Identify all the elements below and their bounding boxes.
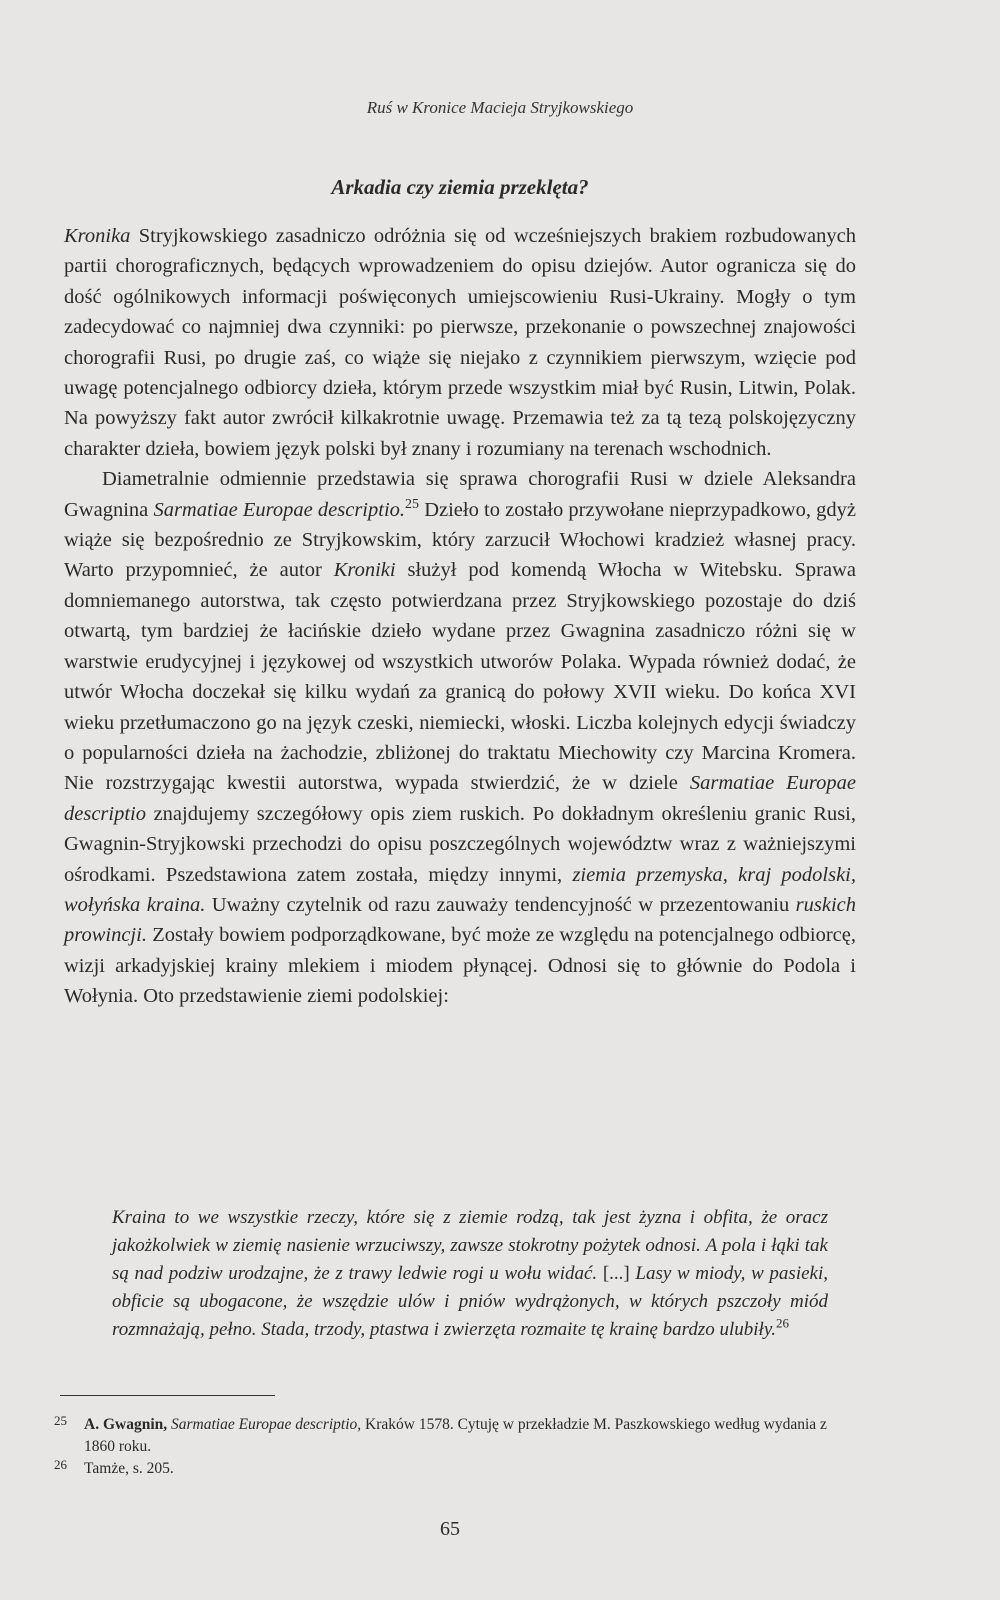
- paragraph-2-part: Dzieło to zostało przywołane nieprzypadkowo, gdyż wiąże się bezpośrednio ze Stryjkowskim, który zarzucił Włochowi kradzież własnej pracy. Warto przypomnieć, że autor: [64, 498, 856, 582]
- paragraph-2: [64, 464, 856, 1011]
- footnote-text: Kraków 1578. Cytuję w przekładzie M. Paszkowskiego według wydania z 1860 roku.: [84, 1416, 827, 1455]
- paragraph-2-part: znajdujemy szczegółowy opis ziem ruskich. Po dokładnym określeniu granic Rusi, Gwagnin-Stryjkowski przechodzi do opisu poszczególnych województw wraz z ważniejszymi ośrodkami. Pszedstawiona zatem została, między innymi,: [64, 802, 856, 886]
- running-head: Ruś w Kronice Macieja Stryjkowskiego: [366, 98, 634, 117]
- quote-part: Kraina to we wszystkie rzeczy, które się z ziemie rodzą, tak jest żyzna i obfita, że oracz jakożkolwiek w ziemię nasienie wrzuciwszy, zawsze stokrotny pożytek odnosi. A pola i łąki tak są nad podziw urodzajne, że z trawy ledwie rogi u wołu widać.: [112, 1207, 828, 1284]
- paragraph-2-part: Uważny czytelnik od razu zauważy tendencyjność w przezentowaniu: [205, 893, 796, 916]
- footnote-title: Sarmatiae Europae descriptio,: [167, 1416, 362, 1433]
- footnote-author: A. Gwagnin,: [84, 1416, 168, 1433]
- block-quote: [112, 1204, 828, 1344]
- footnote-25: [54, 1414, 854, 1458]
- footnote-number: 25: [54, 1413, 67, 1428]
- paragraph-2-part: ruskich prowincji.: [64, 893, 856, 947]
- paragraph-2-part: służył pod komendą Włocha w Witebsku. Sprawa domniemanego autorstwa, tak często potwierdzana przez Stryjkowskiego pozostaje do dziś otwartą, tym bardziej że łacińskie dzieło wydane przez Gwagnina zasadniczo różni się w warstwie erudycyjnej i językowej od wszystkich utworów Polaka. Wypada również dodać, że utwór Włocha doczekał się kilku wydań za granicą do połowy XVII wieku. Do końca XVI wieku przetłumaczono go na język czeski, niemiecki, włoski. Liczba kolejnych edycji świadczy o popularności dzieła na żachodzie, zbliżonej do traktatu Miechowity czy Marcina Kromera. Nie rozstrzygając kwestii autorstwa, wypada stwierdzić, że w dziele: [64, 559, 856, 795]
- quote-ellipsis: [...]: [602, 1263, 630, 1284]
- paragraph-1: [64, 221, 856, 464]
- paragraph-2-part: Sarmatiae Europae descriptio.: [153, 498, 406, 521]
- footnote-ref-25: 25: [405, 496, 420, 512]
- footnote-divider: [60, 1395, 275, 1396]
- footnote-text: Tamże, s. 205.: [84, 1460, 174, 1477]
- paragraph-2-part: Zostały bowiem podporządkowane, być może ze względu na potencjalnego odbiorcę, wizji arkadyjskiej krainy mlekiem i miodem płynącej. Odnosi się to głównie do Podola i Wołynia. Oto przedstawienie ziemi podolskiej:: [64, 924, 856, 1008]
- section-title: Arkadia czy ziemia przeklęta?: [331, 175, 589, 199]
- paragraph-1-part: Kronika: [64, 225, 131, 247]
- paragraph-2-part: Kroniki: [333, 559, 396, 582]
- quote-part: Lasy w miody, w pasieki, obficie są ubogacone, że wszędzie ulów i pniów wydrążonych, w których pszczoły miód rozmnażają, pełno. Stada, trzody, ptastwa i zwierzęta rozmaite tę krainę bardzo ulubiły.: [112, 1263, 828, 1340]
- paragraph-2-part: ziemia przemyska, kraj podolski, wołyńska kraina.: [64, 863, 856, 916]
- footnotes: [54, 1414, 854, 1480]
- paragraph-2-part: Diametralnie odmiennie przedstawia się sprawa chorografii Rusi w dziele Aleksandra Gwagnina: [64, 468, 856, 521]
- footnote-number: 26: [54, 1457, 67, 1472]
- footnote-ref-26: 26: [775, 1315, 789, 1331]
- paragraph-1-part: Stryjkowskiego zasadniczo odróżnia się od wcześniejszych brakiem rozbudowanych partii chorograficznych, będących wprowadzeniem do opisu dziejów. Autor ogranicza się do dość ogólnikowych informacji poświęconych umiejscowieniu Rusi-Ukrainy. Mogły o tym zadecydować co najmniej dwa czynniki: po pierwsze, przekonanie o powszechnej znajowości chorografii Rusi, po drugie zaś, co wiąże się niejako z czynnikiem pierwszym, wzięcie pod uwagę potencjalnego odbiorcy dzieła, którym przede wszystkim miał być Rusin, Litwin, Polak. Na powyższy fakt autor zwrócił kilkakrotnie uwagę. Przemawia też za tą tezą polskojęzyczny charakter dzieła, bowiem język polski był znany i rozumiany na terenach wschodnich.: [64, 225, 856, 460]
- body-text: [64, 221, 856, 1012]
- page-number: 65: [440, 1518, 460, 1540]
- footnote-26: [54, 1458, 854, 1480]
- paragraph-2-part: Sarmatiae Europae descriptio: [64, 772, 856, 825]
